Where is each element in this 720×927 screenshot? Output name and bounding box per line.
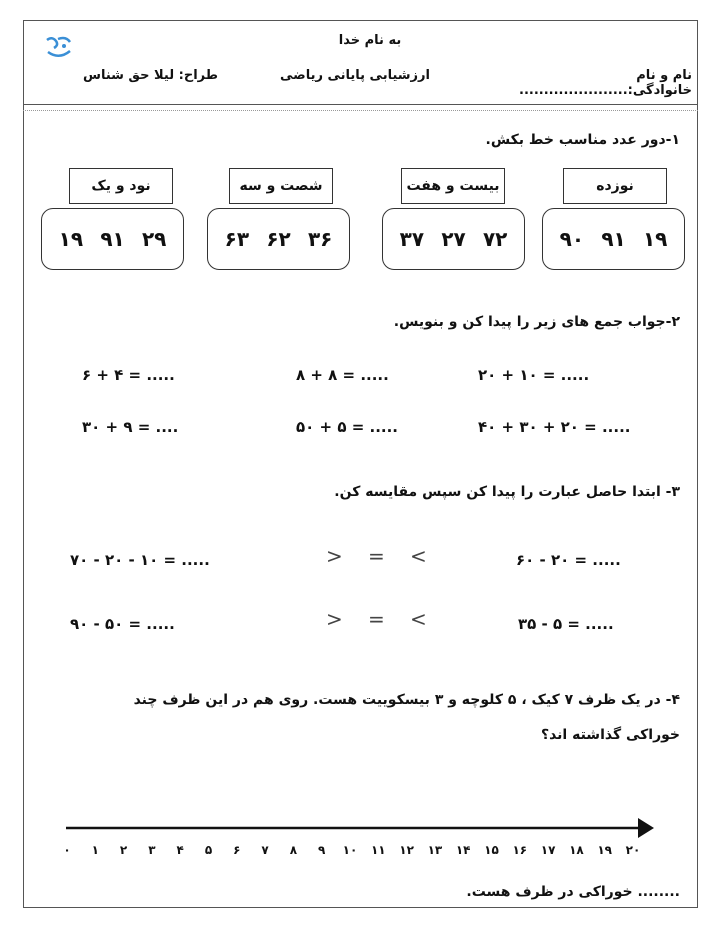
q1-label: شصت و سه	[229, 168, 333, 204]
q3-right-expression[interactable]: ۳۵ - ۵ = .....	[518, 615, 614, 633]
q2-instruction: ۲-جواب جمع های زیر را پیدا کن و بنویس.	[393, 314, 680, 330]
number-line-tick[interactable]: ۷	[261, 843, 269, 857]
q2-expression[interactable]: ۶ + ۴ = .....	[82, 366, 175, 384]
designer-credit: طراح: لیلا حق شناس	[83, 68, 218, 83]
q4-text-line2: خوراکی گذاشته اند؟	[540, 727, 680, 743]
q1-number[interactable]: ۹۱	[601, 227, 626, 251]
number-line-tick[interactable]: ۱۰	[342, 843, 358, 857]
number-line-tick[interactable]: ۴	[176, 843, 184, 857]
q2-expression[interactable]: ۲۰ + ۱۰ = .....	[478, 366, 590, 384]
q1-number[interactable]: ۶۲	[266, 227, 291, 251]
less-than-symbol[interactable]: <	[410, 544, 427, 568]
q1-number[interactable]: ۲۷	[441, 227, 466, 251]
number-line-tick[interactable]: ۱۸	[569, 843, 584, 857]
q1-number[interactable]: ۳۷	[399, 227, 425, 251]
q1-number[interactable]: ۷۲	[482, 227, 508, 251]
q1-number-box	[542, 208, 685, 270]
number-line-tick[interactable]: ۵	[204, 843, 213, 857]
number-line-tick[interactable]: ۱۲	[399, 843, 414, 857]
q1-number[interactable]: ۶۳	[224, 227, 250, 251]
number-line-tick[interactable]: ۲۰	[625, 843, 641, 857]
q1-number[interactable]: ۱۹	[642, 227, 668, 251]
number-line-tick[interactable]: ۳	[148, 843, 156, 857]
page-title: ارزشیابی پایانی ریاضی	[279, 68, 430, 83]
q2-expression[interactable]: ۵۰ + ۵ = .....	[296, 418, 398, 436]
q1-number-box	[382, 208, 525, 270]
number-line-tick[interactable]: ۶	[233, 843, 241, 857]
number-line	[62, 816, 656, 840]
header-dotted-divider	[23, 110, 698, 111]
q1-label: نوزده	[563, 168, 667, 204]
q1-number[interactable]: ۹۰	[559, 227, 585, 251]
less-than-symbol[interactable]: <	[410, 607, 427, 631]
number-line-tick[interactable]: ۱۳	[427, 843, 443, 857]
worksheet-frame	[23, 20, 698, 908]
arrow-right-icon	[638, 818, 654, 838]
q2-expression[interactable]: ۴۰ + ۳۰ + ۲۰ = .....	[478, 418, 631, 436]
number-line-tick[interactable]: ۱	[91, 843, 99, 857]
q3-left-expression[interactable]: ۹۰ - ۵۰ = .....	[70, 615, 175, 633]
greater-than-symbol[interactable]: >	[326, 607, 343, 631]
equals-symbol[interactable]: =	[368, 607, 385, 631]
number-line-tick[interactable]: ۱۴	[455, 843, 471, 857]
header-divider	[23, 104, 698, 105]
q4-text-line1: ۴- در یک ظرف ۷ کیک ، ۵ کلوچه و ۳ بیسکوییت هست. روی هم در این ظرف چند	[133, 692, 680, 708]
number-line-tick[interactable]: ۱۱	[370, 843, 386, 857]
basmala: به نام خدا	[338, 33, 402, 48]
number-line-tick[interactable]: ۱۵	[484, 843, 499, 857]
q1-label: بیست و هفت	[401, 168, 505, 204]
equals-symbol[interactable]: =	[368, 544, 385, 568]
number-line-tick[interactable]: ۹	[318, 843, 326, 857]
q1-number[interactable]: ۱۹	[58, 227, 84, 251]
q2-expression[interactable]: ۸ + ۸ = .....	[296, 366, 389, 384]
q4-answer[interactable]: ........ خوراکی در ظرف هست.	[466, 884, 680, 900]
number-line-tick[interactable]: ۱۶	[512, 843, 528, 857]
q1-instruction: ۱-دور عدد مناسب خط بکش.	[485, 132, 680, 148]
number-line-tick[interactable]: ۰	[63, 843, 71, 857]
number-line-tick[interactable]: ۸	[289, 843, 298, 857]
logo-icon	[44, 36, 74, 62]
q1-number[interactable]: ۹۱	[100, 227, 125, 251]
q3-right-expression[interactable]: ۶۰ - ۲۰ = .....	[516, 551, 621, 569]
q1-number[interactable]: ۳۶	[307, 227, 333, 251]
number-line-tick[interactable]: ۱۷	[540, 843, 556, 857]
name-field[interactable]: نام و نام خانوادگی:......................	[519, 68, 692, 98]
q1-label: نود و یک	[69, 168, 173, 204]
number-line-tick[interactable]: ۲	[119, 843, 128, 857]
q3-instruction: ۳- ابتدا حاصل عبارت را پیدا کن سپس مقایسه کن.	[334, 484, 680, 500]
q1-number-box	[207, 208, 350, 270]
q3-left-expression[interactable]: ۷۰ - ۲۰ - ۱۰ = .....	[70, 551, 210, 569]
q1-number[interactable]: ۲۹	[141, 227, 167, 251]
q1-number-box	[41, 208, 184, 270]
q2-expression[interactable]: ۳۰ + ۹ = ....	[82, 418, 179, 436]
greater-than-symbol[interactable]: >	[326, 544, 343, 568]
number-line-tick[interactable]: ۱۹	[597, 843, 613, 857]
